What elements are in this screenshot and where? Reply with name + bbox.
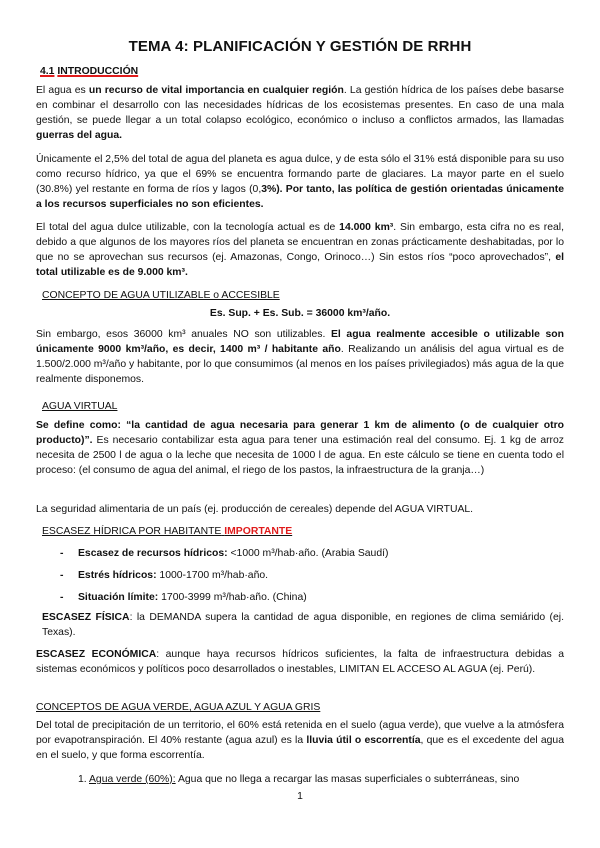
list-item: - Escasez de recursos hídricos: <1000 m³/hab·año. (Arabia Saudí): [60, 548, 389, 559]
important-tag: IMPORTANTE: [224, 526, 293, 537]
colores-heading: CONCEPTOS DE AGUA VERDE, AGUA AZUL Y AGUA GRIS: [36, 702, 321, 713]
page-title: TEMA 4: PLANIFICACIÓN Y GESTIÓN DE RRHH: [128, 38, 472, 55]
escasez-economica: ESCASEZ ECONÓMICA: aunque haya recursos hídricos suficientes, la falta de infraestructura debidas a sistemas económicos y políticos poco desarrollados o inestables, LIMITAN EL ACCESO AL AGUA (ej. Perú).: [36, 649, 564, 675]
escasez-heading: ESCASEZ HÍDRICA POR HABITANTE IMPORTANTE: [42, 526, 293, 537]
escasez-fisica: ESCASEZ FÍSICA: la DEMANDA supera la cantidad de agua disponible, en regiones de clima semiárido (ej. Texas).: [42, 612, 564, 638]
concepto-paragraph: Sin embargo, esos 36000 km³ anuales NO son utilizables. El agua realmente accesible o utilizable son únicamente 9000 km³/año, es decir, 1400 m³ / habitante año. Realizando un análisis del agua virtual es de 1.500/2.000 m³/año y habitante, por lo que consumimos (al menos en los países privilegiados) más agua de la que realmente disponemos.: [36, 329, 564, 385]
list-item: - Estrés hídricos: 1000-1700 m³/hab·año.: [60, 570, 269, 581]
virtual-paragraph-1: Se define como: “la cantidad de agua necesaria para generar 1 km de alimento (o de cualquier otro producto)”. Es necesario contabilizar esta agua para tener una estimación real del consumo. Ej. 1 kg de arroz necesita de 2500 l de agua o la leche que necesita de 1000 l de agua. En este cálculo se tiene en cuenta todo el proceso: (el consumo de agua del animal, el riego de los pastos, la infraestructura de la granja…): [36, 420, 564, 476]
concepto-heading: CONCEPTO DE AGUA UTILIZABLE o ACCESIBLE: [42, 290, 280, 301]
section-name: INTRODUCCIÓN: [57, 66, 139, 77]
list-item: - Situación límite: 1700-3999 m³/hab·año. (China): [60, 592, 307, 603]
concepto-formula: Es. Sup. + Es. Sub. = 36000 km³/año.: [209, 308, 391, 319]
virtual-heading: AGUA VIRTUAL: [42, 401, 118, 412]
numbered-item: 1. Agua verde (60%): Agua que no llega a recargar las masas superficiales o subterráneas, sino: [78, 774, 520, 785]
page-number: 1: [297, 791, 303, 802]
section-heading: [40, 66, 138, 77]
intro-paragraph-3: El total del agua dulce utilizable, con la tecnología actual es de 14.000 km³. Sin embargo, esta cifra no es real, debido a que algunos de los mayores ríos del planeta se encuentran en zonas prácticamente deshabitadas, por lo que no se aprovechan sus recursos (ej. Amazonas, Congo, Orinoco…) Sin estos ríos “poco aprovechados”, el total utilizable es de 9.000 km³.: [36, 222, 564, 278]
section-number: 4.1: [40, 66, 55, 77]
virtual-paragraph-2: La seguridad alimentaria de un país (ej. producción de cereales) depende del AGUA VIRTUAL.: [36, 504, 474, 515]
colores-paragraph: Del total de precipitación de un territorio, el 60% está retenida en el suelo (agua verde), que vuelve a la atmósfera por evapotranspiración. El 40% restante (agua azul) es la lluvia útil o escorrentía, que es el excedente del agua en el suelo, y que forma escorrentía.: [36, 720, 564, 761]
intro-paragraph-2: Únicamente el 2,5% del total de agua del planeta es agua dulce, y de esta sólo el 31% está disponible para su uso como recurso hídrico, ya que el 69% se encuentra formando parte de glaciares. La mayor parte en el suelo (30.8%) yel restante en forma de ríos y lagos (0,3%). Por tanto, las política de gestión orientadas únicamente a los recursos superficiales no son eficientes.: [36, 154, 564, 210]
intro-paragraph-1: El agua es un recurso de vital importancia en cualquier región. La gestión hídrica de los países debe basarse en combinar el desarrollo con las necesidades hídricas de los ecosistemas presentes. En caso de una mala gestión, se puede llegar a un total colapso ecológico, económico o incluso a conflictos armados, las llamadas guerras del agua.: [36, 85, 564, 141]
